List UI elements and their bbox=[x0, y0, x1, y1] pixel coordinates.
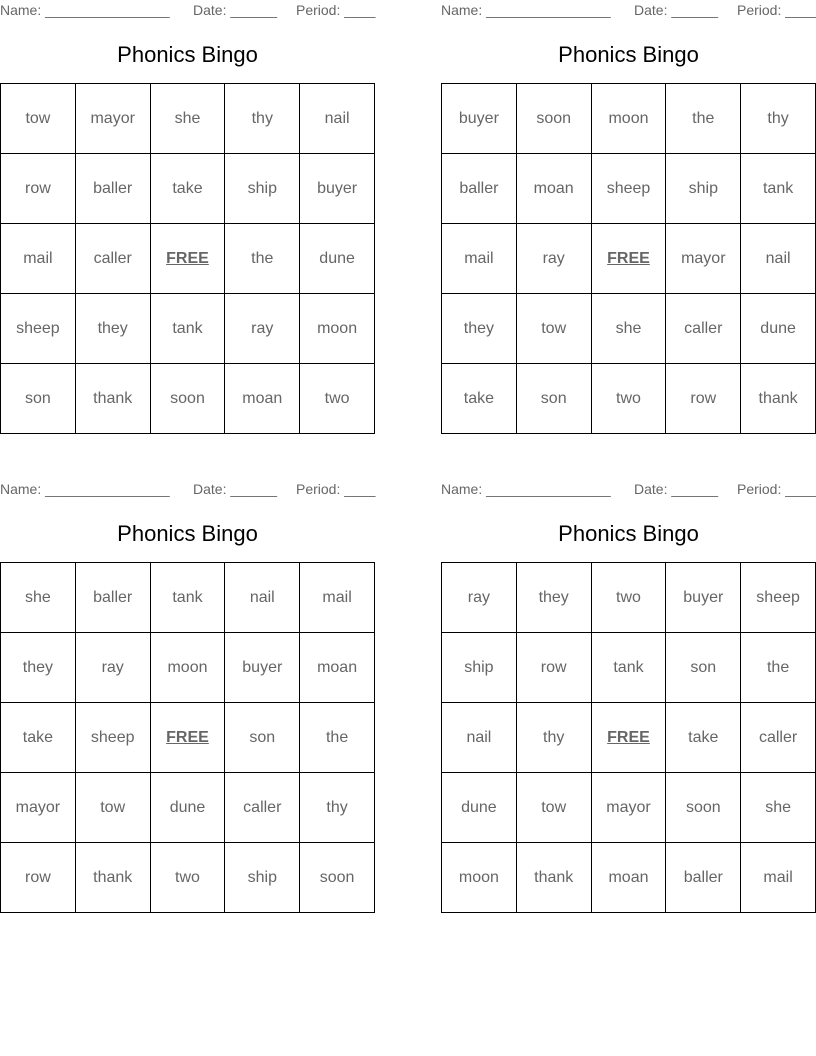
bingo-cell: nail bbox=[741, 224, 816, 294]
bingo-cell: ship bbox=[666, 154, 741, 224]
bingo-cell: ship bbox=[225, 154, 300, 224]
free-space-cell: FREE bbox=[150, 224, 225, 294]
bingo-cell: son bbox=[225, 703, 300, 773]
bingo-cell: sheep bbox=[591, 154, 666, 224]
bingo-cell: soon bbox=[666, 773, 741, 843]
bingo-cell: baller bbox=[666, 843, 741, 913]
bingo-cell: tow bbox=[516, 294, 591, 364]
bingo-cell: moon bbox=[442, 843, 517, 913]
grid-row bbox=[442, 294, 816, 364]
bingo-cell: mail bbox=[442, 224, 517, 294]
bingo-cell: caller bbox=[741, 703, 816, 773]
bingo-cell: she bbox=[591, 294, 666, 364]
bingo-cell: caller bbox=[75, 224, 150, 294]
bingo-cell: the bbox=[666, 84, 741, 154]
bingo-cell: tow bbox=[516, 773, 591, 843]
bingo-cell: buyer bbox=[666, 563, 741, 633]
bingo-cell: moon bbox=[591, 84, 666, 154]
bingo-cell: row bbox=[1, 843, 76, 913]
grid-row bbox=[1, 84, 375, 154]
bingo-cell: sheep bbox=[1, 294, 76, 364]
bingo-cell: tow bbox=[1, 84, 76, 154]
bingo-cell: they bbox=[1, 633, 76, 703]
card-title: Phonics Bingo bbox=[117, 521, 258, 546]
card-title: Phonics Bingo bbox=[558, 521, 699, 546]
bingo-cell: two bbox=[300, 364, 375, 434]
bingo-cell: son bbox=[1, 364, 76, 434]
grid-row bbox=[1, 773, 375, 843]
grid-row bbox=[1, 364, 375, 434]
grid-row bbox=[442, 84, 816, 154]
bingo-cell: tank bbox=[741, 154, 816, 224]
free-space-cell: FREE bbox=[150, 703, 225, 773]
bingo-cell: they bbox=[75, 294, 150, 364]
bingo-grid bbox=[0, 562, 375, 913]
bingo-cell: row bbox=[516, 633, 591, 703]
card-title: Phonics Bingo bbox=[117, 42, 258, 67]
bingo-cell: caller bbox=[225, 773, 300, 843]
bingo-cell: the bbox=[300, 703, 375, 773]
bingo-cell: the bbox=[225, 224, 300, 294]
bingo-card-3 bbox=[0, 479, 375, 913]
bingo-cell: moan bbox=[516, 154, 591, 224]
period-field-label: Period: ____ bbox=[737, 481, 816, 497]
bingo-cell: thank bbox=[516, 843, 591, 913]
bingo-cell: mail bbox=[741, 843, 816, 913]
grid-row bbox=[442, 773, 816, 843]
student-info-header bbox=[441, 481, 816, 499]
bingo-cell: thy bbox=[225, 84, 300, 154]
bingo-cell: thank bbox=[741, 364, 816, 434]
bingo-grid bbox=[0, 83, 375, 434]
bingo-grid bbox=[441, 83, 816, 434]
date-field-label: Date: ______ bbox=[634, 481, 719, 497]
bingo-cell: she bbox=[1, 563, 76, 633]
bingo-cell: ray bbox=[442, 563, 517, 633]
period-field-label: Period: ____ bbox=[296, 481, 376, 497]
grid-row bbox=[442, 154, 816, 224]
bingo-cell: baller bbox=[75, 154, 150, 224]
bingo-cell: the bbox=[741, 633, 816, 703]
name-field-label: Name: ________________ bbox=[0, 2, 170, 18]
bingo-cell: baller bbox=[442, 154, 517, 224]
bingo-cell: two bbox=[591, 563, 666, 633]
grid-row bbox=[442, 224, 816, 294]
bingo-cell: buyer bbox=[300, 154, 375, 224]
bingo-cell: ray bbox=[225, 294, 300, 364]
student-info-header bbox=[0, 481, 375, 499]
date-field-label: Date: ______ bbox=[193, 481, 278, 497]
bingo-cell: nail bbox=[225, 563, 300, 633]
bingo-cell: she bbox=[150, 84, 225, 154]
bingo-cell: two bbox=[150, 843, 225, 913]
bingo-cell: soon bbox=[150, 364, 225, 434]
bingo-cell: dune bbox=[150, 773, 225, 843]
bingo-cell: take bbox=[1, 703, 76, 773]
bingo-cell: she bbox=[741, 773, 816, 843]
bingo-cell: moon bbox=[150, 633, 225, 703]
date-field-label: Date: ______ bbox=[193, 2, 278, 18]
bingo-cell: tank bbox=[150, 294, 225, 364]
grid-row bbox=[1, 154, 375, 224]
name-field-label: Name: ________________ bbox=[0, 481, 170, 497]
bingo-card-4 bbox=[441, 479, 816, 913]
bingo-cell: ray bbox=[516, 224, 591, 294]
name-field-label: Name: ________________ bbox=[441, 2, 611, 18]
bingo-cell: row bbox=[1, 154, 76, 224]
bingo-cell: dune bbox=[442, 773, 517, 843]
grid-row bbox=[442, 364, 816, 434]
free-space-cell: FREE bbox=[591, 224, 666, 294]
grid-row bbox=[442, 633, 816, 703]
bingo-cell: son bbox=[516, 364, 591, 434]
card-title: Phonics Bingo bbox=[558, 42, 699, 67]
bingo-cell: dune bbox=[300, 224, 375, 294]
grid-row bbox=[1, 703, 375, 773]
bingo-cell: soon bbox=[516, 84, 591, 154]
grid-row bbox=[442, 843, 816, 913]
bingo-cell: soon bbox=[300, 843, 375, 913]
bingo-cell: thank bbox=[75, 843, 150, 913]
bingo-cell: tank bbox=[150, 563, 225, 633]
bingo-cell: tank bbox=[591, 633, 666, 703]
grid-row bbox=[1, 843, 375, 913]
bingo-cell: take bbox=[442, 364, 517, 434]
bingo-cell: mayor bbox=[591, 773, 666, 843]
bingo-cell: thy bbox=[741, 84, 816, 154]
grid-row bbox=[1, 224, 375, 294]
bingo-cell: thy bbox=[300, 773, 375, 843]
bingo-cell: buyer bbox=[225, 633, 300, 703]
grid-row bbox=[1, 563, 375, 633]
bingo-cell: sheep bbox=[75, 703, 150, 773]
bingo-cell: son bbox=[666, 633, 741, 703]
bingo-cell: ship bbox=[442, 633, 517, 703]
bingo-cell: take bbox=[150, 154, 225, 224]
bingo-grid bbox=[441, 562, 816, 913]
bingo-cell: caller bbox=[666, 294, 741, 364]
bingo-cell: mayor bbox=[1, 773, 76, 843]
bingo-cell: sheep bbox=[741, 563, 816, 633]
bingo-cell: moan bbox=[225, 364, 300, 434]
grid-row bbox=[1, 633, 375, 703]
bingo-cell: moan bbox=[300, 633, 375, 703]
bingo-cell: ship bbox=[225, 843, 300, 913]
bingo-cell: mail bbox=[1, 224, 76, 294]
bingo-cell: nail bbox=[442, 703, 517, 773]
bingo-cell: mayor bbox=[75, 84, 150, 154]
bingo-cell: mail bbox=[300, 563, 375, 633]
free-space-cell: FREE bbox=[591, 703, 666, 773]
bingo-cell: moon bbox=[300, 294, 375, 364]
period-field-label: Period: ____ bbox=[737, 2, 816, 18]
bingo-cell: two bbox=[591, 364, 666, 434]
student-info-header bbox=[0, 2, 375, 20]
bingo-cell: moan bbox=[591, 843, 666, 913]
bingo-cell: thy bbox=[516, 703, 591, 773]
bingo-cell: they bbox=[442, 294, 517, 364]
period-field-label: Period: ____ bbox=[296, 2, 376, 18]
bingo-cell: take bbox=[666, 703, 741, 773]
bingo-cell: row bbox=[666, 364, 741, 434]
bingo-cell: tow bbox=[75, 773, 150, 843]
grid-row bbox=[1, 294, 375, 364]
bingo-cell: they bbox=[516, 563, 591, 633]
bingo-cell: thank bbox=[75, 364, 150, 434]
date-field-label: Date: ______ bbox=[634, 2, 719, 18]
bingo-cell: baller bbox=[75, 563, 150, 633]
student-info-header bbox=[441, 2, 816, 20]
bingo-cell: ray bbox=[75, 633, 150, 703]
bingo-card-1 bbox=[0, 0, 375, 434]
bingo-card-2 bbox=[441, 0, 816, 434]
bingo-cell: buyer bbox=[442, 84, 517, 154]
grid-row bbox=[442, 563, 816, 633]
grid-row bbox=[442, 703, 816, 773]
bingo-cell: nail bbox=[300, 84, 375, 154]
bingo-cell: mayor bbox=[666, 224, 741, 294]
name-field-label: Name: ________________ bbox=[441, 481, 611, 497]
bingo-cell: dune bbox=[741, 294, 816, 364]
